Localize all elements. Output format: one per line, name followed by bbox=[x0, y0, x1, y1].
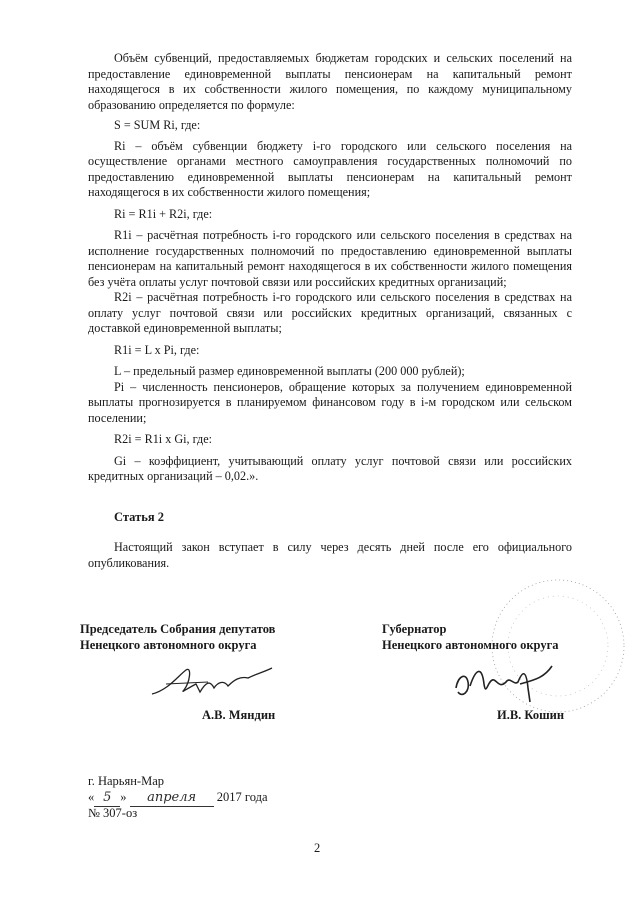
law-number: № 307-оз bbox=[88, 806, 138, 820]
paragraph-r1i-definition: R1i – расчётная потребность i-го городского или сельского поселения в средствах на исполнение государственных полномочий по предоставлению единовременной выплаты пенсионерам на капитальный ремонт находящегося в их собственности жилого помещения без учёта оплаты услуг почтовой связи или российских кредитных организаций; bbox=[88, 228, 572, 289]
right-signer-title-1: Губернатор bbox=[382, 622, 447, 636]
city-name: г. Нарьян-Мар bbox=[88, 774, 165, 788]
paragraph-pi-definition: Pi – численность пенсионеров, обращение которых за получением единовременной выплаты прогнозируется в планируемом финансовом году в i-м городском или сельском поселении; bbox=[88, 379, 572, 425]
date-quote-open: « bbox=[88, 790, 95, 804]
month-blank bbox=[130, 789, 214, 807]
page-number: 2 bbox=[314, 841, 321, 855]
year-text: 2017 года bbox=[216, 790, 268, 804]
left-signature bbox=[148, 664, 278, 704]
paragraph-l-definition: L – предельный размер единовременной выплаты (200 000 рублей); bbox=[114, 364, 465, 378]
date-quote-close: » bbox=[120, 790, 127, 804]
paragraph-gi-definition: Gi – коэффициент, учитывающий оплату услуг почтовой связи или российских кредитных организаций – 0,02.». bbox=[88, 453, 572, 483]
right-signer-name: И.В. Кошин bbox=[497, 708, 565, 722]
formula-r2i: R2i = R1i x Gi, где: bbox=[114, 432, 213, 446]
left-signer-name: А.В. Мяндин bbox=[202, 708, 276, 722]
article-heading: Статья 2 bbox=[114, 510, 164, 524]
left-signer-title-1: Председатель Собрания депутатов bbox=[80, 622, 276, 636]
paragraph-ri-definition: Ri – объём субвенции бюджету i-го городского или сельского поселения на осуществление органами местного самоуправления государственных полномочий по предоставлению единовременной выплаты пенсионерам на капитальный ремонт находящегося в их собственности жилого помещения; bbox=[88, 138, 572, 199]
formula-r1i: R1i = L x Pi, где: bbox=[114, 342, 200, 357]
formula-ri: Ri = R1i + R2i, где: bbox=[114, 206, 213, 221]
formula-s: S = SUM Ri, где: bbox=[114, 118, 201, 132]
formula-section bbox=[88, 51, 572, 485]
right-signer-title-2: Ненецкого автономного округа bbox=[382, 638, 559, 652]
handwritten-month: апреля bbox=[147, 790, 197, 805]
paragraph-subsidy-volume: Объём субвенций, предоставляемых бюджетам городских и сельских поселений на предоставление единовременной выплаты пенсионерам на капитальный ремонт находящегося в их собственности жилого помещения, по каждому муниципальному образованию определяется по формуле: bbox=[88, 51, 572, 112]
right-signature bbox=[448, 658, 558, 708]
left-signer-title-2: Ненецкого автономного округа bbox=[80, 638, 257, 652]
handwritten-day: 5 bbox=[103, 790, 112, 805]
paragraph-r2i-definition: R2i – расчётная потребность i-го городского или сельского поселения в средствах на оплату услуг почтовой связи или российских кредитных организаций, связанных с доставкой единовременной выплаты; bbox=[88, 290, 572, 335]
article-text: Настоящий закон вступает в силу через десять дней после его официального опубликования. bbox=[88, 540, 572, 570]
